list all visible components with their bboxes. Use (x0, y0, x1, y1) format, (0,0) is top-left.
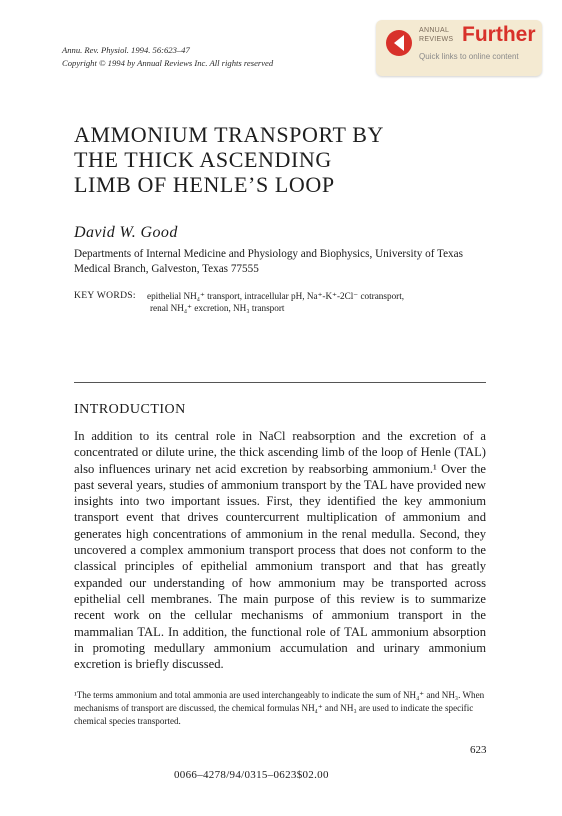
section-divider (74, 382, 486, 383)
citation-line-2: Copyright © 1994 by Annual Reviews Inc. All rights reserved (62, 57, 274, 68)
banner-reviews-text: REVIEWS (419, 35, 454, 43)
banner-quick-links[interactable]: Quick links to online content (419, 52, 519, 61)
citation-line-1: Annu. Rev. Physiol. 1994. 56:623–47 (62, 45, 190, 55)
banner-further-text[interactable]: Further (462, 23, 536, 46)
article-code: 0066–4278/94/0315–0623$02.00 (174, 769, 329, 781)
back-arrow-icon (394, 35, 404, 51)
title-line-1: AMMONIUM TRANSPORT BY (74, 122, 384, 147)
page-number: 623 (470, 744, 487, 756)
footnote: ¹The terms ammonium and total ammonia are used interchangeably to indicate the sum of NH₄⁺ and NH₃. When mechanisms of transport are discussed, the chemical formulas NH₄⁺ and NH₃ are used to indicate the specific chemical species transported. (74, 690, 485, 726)
author-affiliation: Departments of Internal Medicine and Physiology and Biophysics, University of Texas Medical Branch, Galveston, Texas 77555 (74, 248, 463, 275)
author-name: David W. Good (74, 224, 178, 241)
title-line-2: THE THICK ASCENDING (74, 147, 332, 172)
section-heading: INTRODUCTION (74, 402, 186, 417)
annual-reviews-logo (419, 27, 453, 44)
journal-citation (62, 44, 273, 69)
keywords-label: KEY WORDS: (74, 290, 136, 301)
intro-paragraph: In addition to its central role in NaCl reabsorption and the excretion of a concentrated or dilute urine, the thick ascending limb of the loop of Henle (TAL) also influences urinary net acid excretion by reabsorbing ammonium.¹ Over the past several years, studies of ammonium transport by the TAL have provided new insights into two important issues. First, they identified the key ammonium transport event that drives countercurrent multiplication of ammonium and generates high concentrations of ammonium in the renal medulla. Second, they uncovered a complex ammonium transport process that does not conform to the classical principles of epithelial ammonium transport and that has greatly expanded our understanding of how ammonium may be transported across epithelial cell membranes. The main purpose of this review is to summarize recent work on the cellular mechanisms of ammonium transport in the mammalian TAL. In addition, the functional role of TAL ammonium absorption in promoting medullary ammonium accumulation and urinary ammonium excretion is briefly discussed. (74, 429, 486, 672)
keywords-list (147, 290, 487, 314)
article-title (74, 122, 384, 197)
title-line-3: LIMB OF HENLE’S LOOP (74, 172, 335, 197)
keywords-line-1: epithelial NH₄⁺ transport, intracellular pH, Na⁺-K⁺-2Cl⁻ cotransport, (147, 291, 405, 301)
keywords-line-2: renal NH₄⁺ excretion, NH₃ transport (150, 303, 285, 313)
banner-annual-text: ANNUAL (419, 27, 450, 34)
